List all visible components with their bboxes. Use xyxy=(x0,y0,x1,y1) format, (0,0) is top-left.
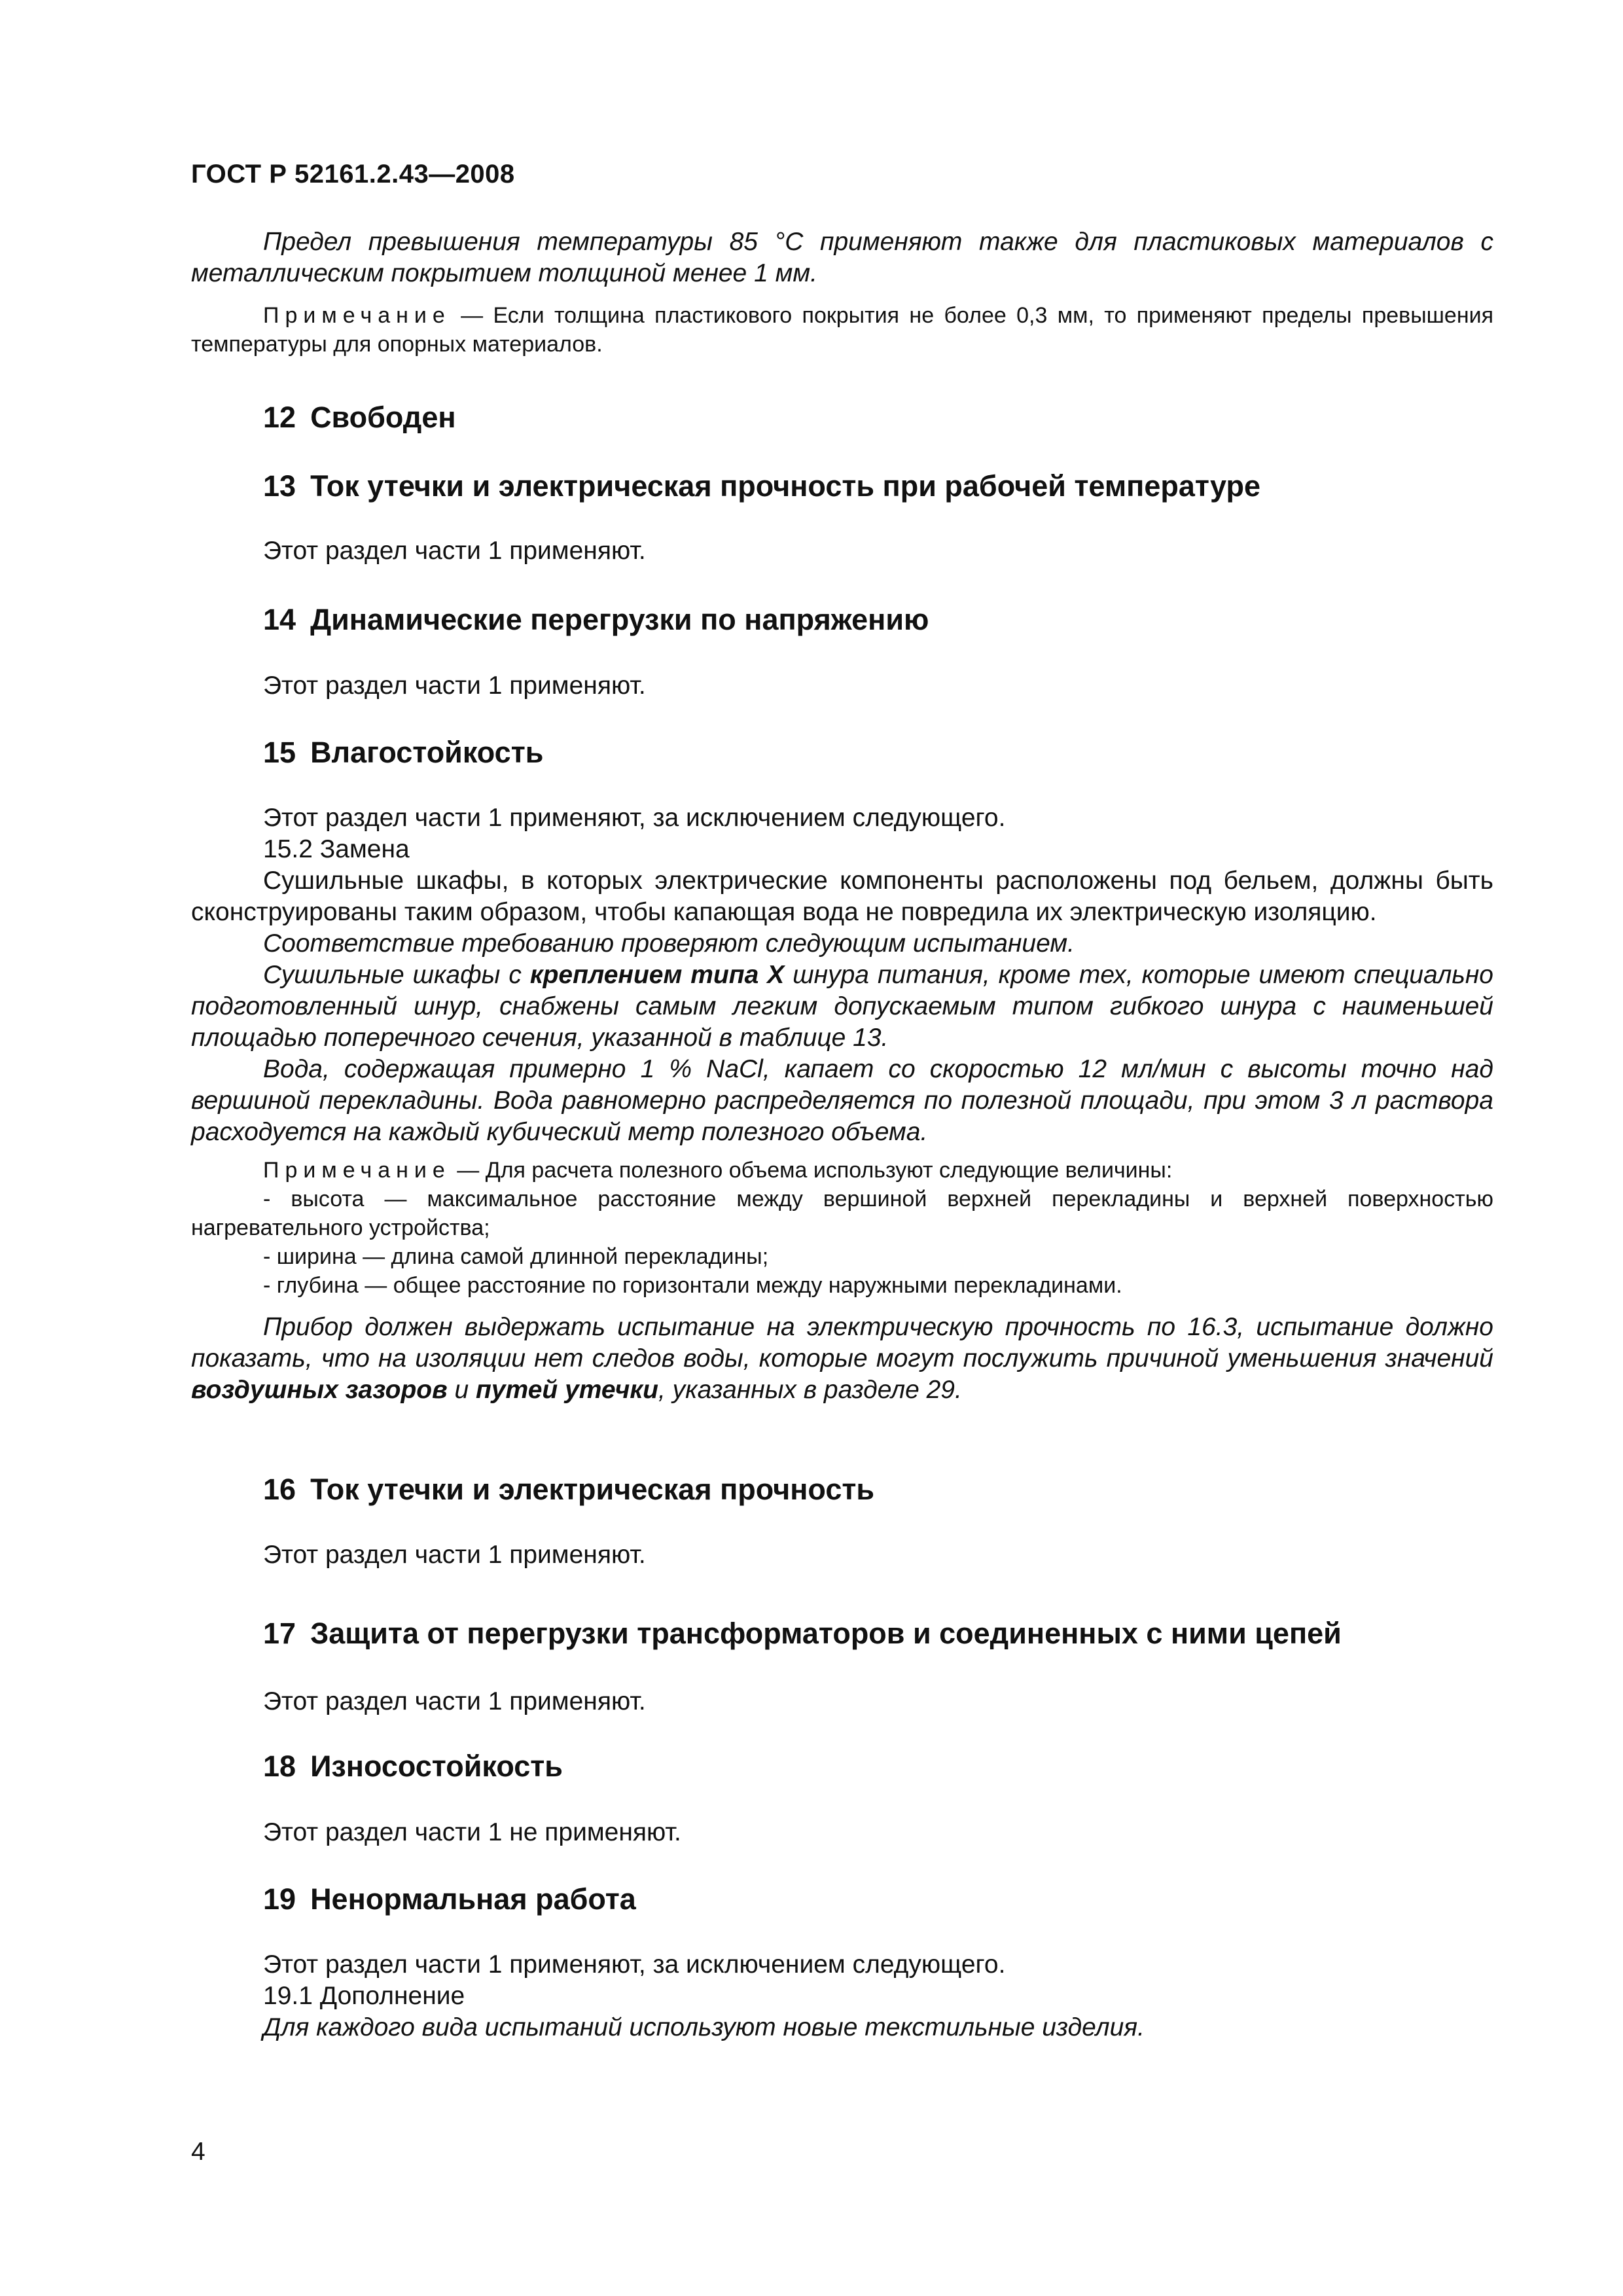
paragraph: Для каждого вида испытаний используют новые текстильные изделия. xyxy=(263,2013,1145,2041)
term-bold: воздушных зазоров xyxy=(191,1376,448,1404)
section-title: Износостойкость xyxy=(310,1749,563,1783)
text-run: Прибор должен выдержать испытание на электрическую прочность по 16.3, испытание должно показать, что на изоляции нет следов воды, которые могут послужить причиной уменьшения значений xyxy=(191,1313,1493,1372)
section-number: 15 xyxy=(263,736,296,769)
text-run: шнура питания, кроме тех, которые имеют специально подготовленный шнур, снабжены самым легким допускаемым типом гибкого шнура с наименьшей площадью поперечного сечения, указанной в таблице 13. xyxy=(191,961,1493,1052)
paragraph: Этот раздел части 1 не применяют. xyxy=(263,1818,681,1846)
paragraph: Этот раздел части 1 применяют. xyxy=(263,672,646,700)
text-run: и xyxy=(447,1376,476,1404)
section-number: 13 xyxy=(263,469,296,503)
section-title: Ненормальная работа xyxy=(310,1882,636,1916)
paragraph: Сушильные шкафы, в которых электрические компоненты расположены под бельем, должны быть сконструированы таким образом, чтобы капающая вода не повредила их электрическую изоляцию. xyxy=(191,867,1493,926)
section-number: 18 xyxy=(263,1749,296,1783)
section-17-body xyxy=(191,1686,1493,1717)
section-heading-12 xyxy=(263,401,456,435)
section-heading-16 xyxy=(263,1473,874,1507)
text-run: Сушильные шкафы с xyxy=(263,961,530,989)
section-13-body xyxy=(191,535,1493,567)
subsection-title: 19.1 Дополнение xyxy=(263,1982,465,2010)
section-14-body xyxy=(191,670,1493,702)
document-header: ГОСТ Р 52161.2.43—2008 xyxy=(191,160,515,188)
paragraph: Этот раздел части 1 применяют, за исключением следующего. xyxy=(263,1950,1006,1979)
section-title: Динамические перегрузки по напряжению xyxy=(310,603,929,636)
paragraph xyxy=(191,960,1493,1054)
subsection-title: 15.2 Замена xyxy=(263,835,410,863)
section-number: 14 xyxy=(263,603,296,636)
section-heading-19 xyxy=(263,1882,636,1916)
text-run: , указанных в разделе 29. xyxy=(658,1376,962,1404)
term-bold: креплением типа X xyxy=(529,961,785,989)
section-title: Влагостойкость xyxy=(310,736,544,769)
note xyxy=(191,301,1493,359)
list-item: - глубина — общее расстояние по горизонтали между наружными перекладинами. xyxy=(263,1273,1122,1298)
section-title: Защита от перегрузки трансформаторов и соединенных с ними цепей xyxy=(310,1617,1342,1650)
section-title: Ток утечки и электрическая прочность при рабочей температуре xyxy=(310,469,1260,503)
paragraph: Этот раздел части 1 применяют. xyxy=(263,537,646,565)
list-item: - высота — максимальное расстояние между вершиной верхней перекладины и верхней поверхностью нагревательного устройства; xyxy=(191,1187,1493,1240)
intro-block xyxy=(191,226,1493,359)
note-label: Примечание xyxy=(263,303,451,328)
term-bold: путей утечки xyxy=(476,1376,658,1404)
list-item: - ширина — длина самой длинной перекладины; xyxy=(263,1244,769,1269)
note xyxy=(191,1156,1493,1185)
paragraph: Этот раздел части 1 применяют. xyxy=(263,1687,646,1715)
section-heading-15 xyxy=(263,736,543,770)
section-heading-18 xyxy=(263,1749,563,1784)
section-heading-17 xyxy=(263,1617,1342,1651)
note-text: — Если толщина пластикового покрытия не более 0,3 мм, то применяют пределы превышения температуры для опорных материалов. xyxy=(191,303,1493,357)
paragraph: Предел превышения температуры 85 °С применяют также для пластиковых материалов с металлическим покрытием толщиной менее 1 мм. xyxy=(191,228,1493,287)
section-heading-13 xyxy=(263,469,1260,503)
paragraph: Соответствие требованию проверяют следующим испытанием. xyxy=(263,929,1075,958)
paragraph xyxy=(191,1312,1493,1406)
note-label: Примечание xyxy=(263,1158,451,1183)
paragraph: Вода, содержащая примерно 1 % NaCl, капает со скоростью 12 мл/мин с высоты точно над вершиной перекладины. Вода равномерно распределяется по полезной площади, при этом 3 л раствора расходуется на каждый кубический метр полезного объема. xyxy=(191,1055,1493,1146)
section-19-body xyxy=(191,1949,1493,2043)
section-heading-14 xyxy=(263,603,929,637)
section-title: Ток утечки и электрическая прочность xyxy=(310,1473,875,1506)
section-15-body xyxy=(191,802,1493,1406)
paragraph: Этот раздел части 1 применяют. xyxy=(263,1541,646,1569)
paragraph: Этот раздел части 1 применяют, за исключением следующего. xyxy=(263,804,1006,832)
note-text: — Для расчета полезного объема используют следующие величины: xyxy=(450,1158,1173,1183)
section-number: 12 xyxy=(263,401,296,434)
section-number: 17 xyxy=(263,1617,296,1650)
page-number: 4 xyxy=(191,2138,205,2166)
section-18-body xyxy=(191,1817,1493,1848)
section-title: Свободен xyxy=(310,401,456,434)
section-number: 16 xyxy=(263,1473,296,1506)
section-number: 19 xyxy=(263,1882,296,1916)
section-16-body xyxy=(191,1539,1493,1571)
